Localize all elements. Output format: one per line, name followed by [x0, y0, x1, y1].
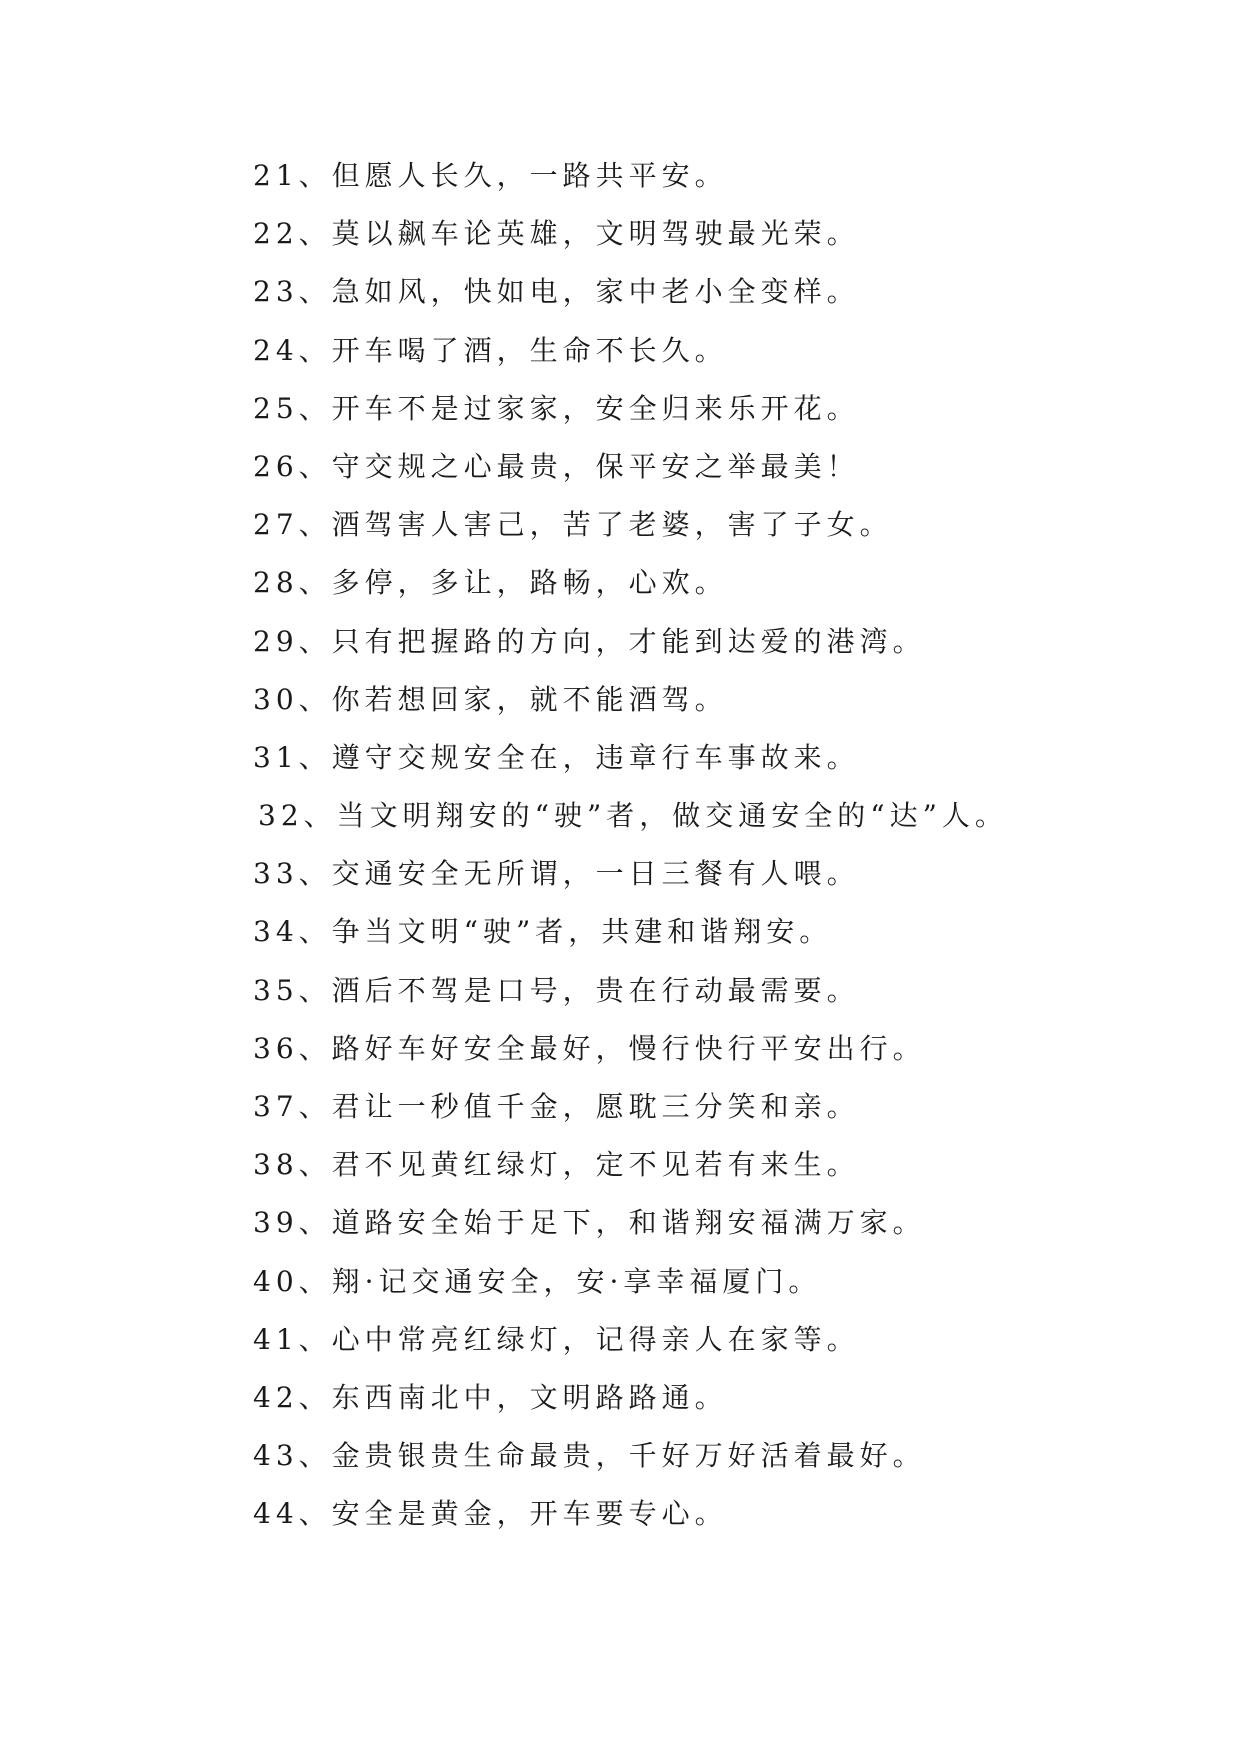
- slogan-line-23: 23、急如风，快如电，家中老小全变样。: [253, 275, 860, 309]
- slogan-line-27: 27、酒驾害人害己，苦了老婆，害了子女。: [253, 508, 893, 542]
- slogan-line-39: 39、道路安全始于足下，和谐翔安福满万家。: [253, 1206, 926, 1240]
- slogan-line-30: 30、你若想回家，就不能酒驾。: [253, 682, 728, 716]
- slogan-line-33: 33、交通安全无所谓，一日三餐有人喂。: [253, 857, 860, 891]
- slogan-line-31: 31、遵守交规安全在，违章行车事故来。: [253, 740, 860, 774]
- slogan-line-25: 25、开车不是过家家，安全归来乐开花。: [253, 391, 860, 425]
- slogan-line-37: 37、君让一秒值千金，愿耽三分笑和亲。: [253, 1090, 860, 1123]
- slogan-line-22: 22、莫以飙车论英雄，文明驾驶最光荣。: [253, 217, 860, 251]
- slogan-line-26: 26、守交规之心最贵，保平安之举最美！: [253, 449, 860, 483]
- slogan-line-24: 24、开车喝了酒，生命不长久。: [253, 333, 728, 367]
- slogan-line-34: 34、争当文明“驶”者，共建和谐翔安。: [253, 915, 833, 949]
- slogan-line-41: 41、心中常亮红绿灯，记得亲人在家等。: [253, 1322, 860, 1356]
- slogan-line-38: 38、君不见黄红绿灯，定不见若有来生。: [253, 1148, 860, 1182]
- slogan-line-29: 29、只有把握路的方向，才能到达爱的港湾。: [253, 624, 926, 658]
- slogan-line-42: 42、东西南北中，文明路路通。: [253, 1380, 728, 1414]
- slogan-line-21: 21、但愿人长久，一路共平安。: [253, 159, 728, 192]
- slogan-line-28: 28、多停，多让，路畅，心欢。: [253, 566, 728, 600]
- slogan-line-32: 32、当文明翔安的“驶”者，做交通安全的“达”人。: [258, 799, 1008, 833]
- slogan-line-43: 43、金贵银贵生命最贵，千好万好活着最好。: [253, 1439, 926, 1473]
- slogan-list: [253, 161, 1008, 1558]
- slogan-line-36: 36、路好车好安全最好，慢行快行平安出行。: [253, 1031, 926, 1065]
- slogan-line-35: 35、酒后不驾是口号，贵在行动最需要。: [253, 973, 860, 1007]
- slogan-line-40: 40、翔·记交通安全，安·享幸福厦门。: [253, 1264, 822, 1298]
- slogan-line-44: 44、安全是黄金，开车要专心。: [253, 1497, 728, 1531]
